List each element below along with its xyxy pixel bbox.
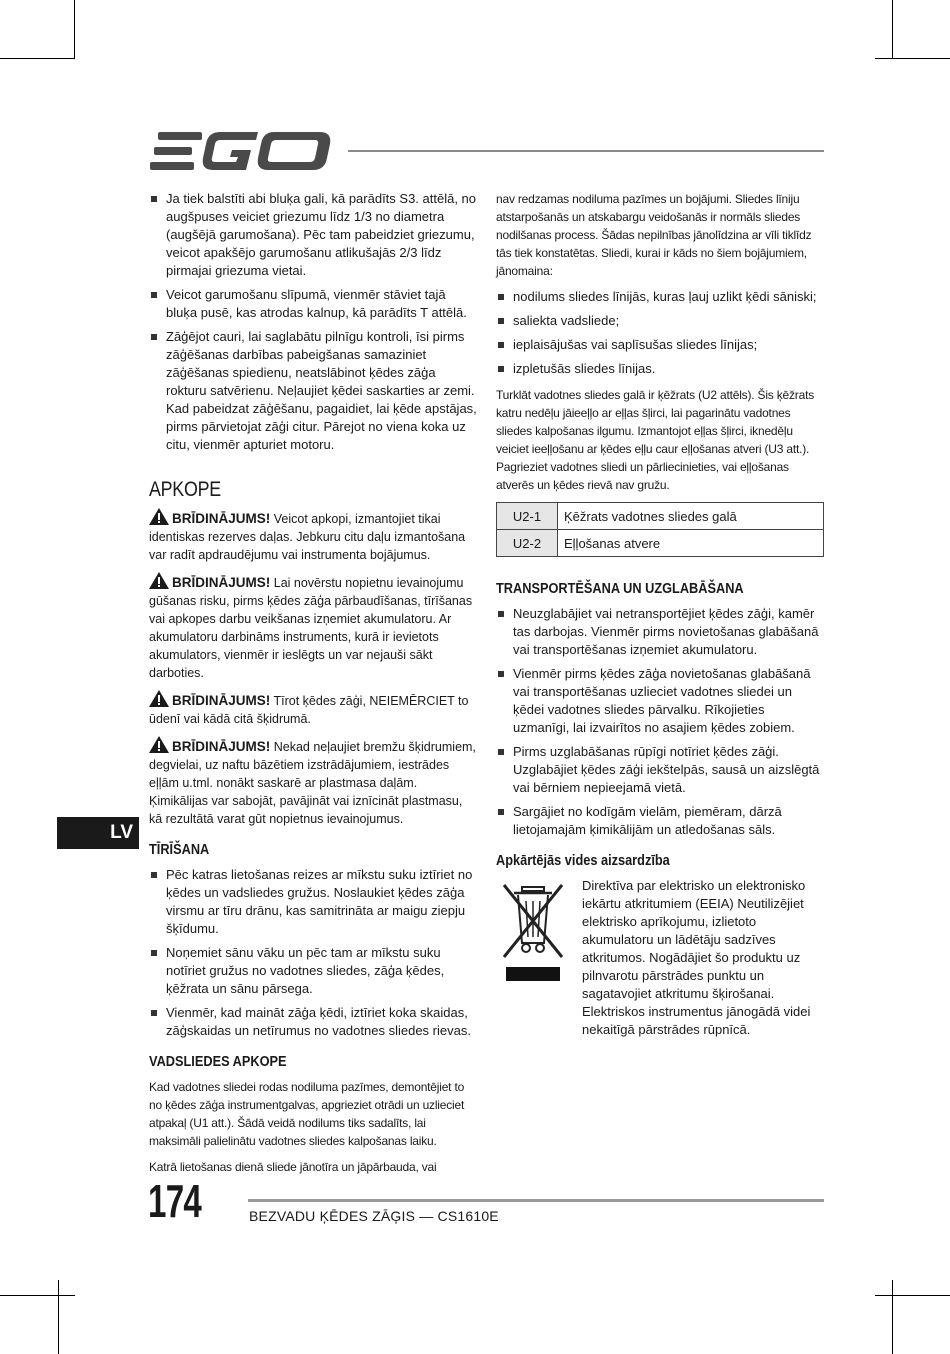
transport-bullet-list [496,605,824,839]
crop-mark [875,58,950,59]
table-cell-code: U2-1 [497,503,558,530]
crop-mark [875,1295,950,1296]
warning-paragraph [149,690,477,728]
crop-mark [58,1280,59,1354]
footer-title: BEZVADU ĶĒDES ZĀĢIS — CS1610E [249,1208,499,1224]
damage-bullet-list [496,288,824,378]
warning-triangle-icon [149,690,169,707]
table-cell-desc: Ķēžrats vadotnes sliedes galā [558,503,824,530]
ego-logo [150,130,332,172]
warning-text: Lai novērstu nopietnu ievainojumu gūšanas risku, pirms ķēdes zāģa pārbaudīšanas, tīrīšanas vai apkopes darbu veikšanas izņemiet akumulatoru. Ar akumulatoru darbināms instruments, kurā ir ievietots akumulators, vienmēr ir ieslēgts un var nejauši sākt darboties. [149,576,473,680]
list-item: Veicot garumošanu slīpumā, vienmēr stāviet tajā bluķa pusē, kas atrodas kalnup, kā parādīts T attēlā. [149,286,477,322]
table-row [497,530,824,557]
crop-mark [0,1295,75,1296]
warning-label: BRĪDINĀJUMS! [172,511,271,526]
left-column [149,190,477,1184]
list-item: Sargājiet no kodīgām vielām, piemēram, dārzā lietojamajām ķimikālijām un atledošanas sāls. [496,803,824,839]
list-item: ieplaisājušas vai saplīsušas sliedes līnijas; [496,336,824,354]
warning-triangle-icon [149,736,169,753]
crop-mark [892,1280,893,1354]
crop-mark [892,0,893,58]
list-item: Vienmēr, kad maināt zāģa ķēdi, iztīriet koka skaidas, zāģskaidas un netīrumus no vadotnes sliedes rievas. [149,1004,477,1040]
header-rule [348,150,824,152]
transport-heading: TRANSPORTĒŠANA UN UZGLABĀŠANA [496,581,744,597]
warning-label: BRĪDINĀJUMS! [172,739,271,754]
table-cell-code: U2-2 [497,530,558,557]
list-item: Ja tiek balstīti abi bluķa gali, kā parādīts S3. attēlā, no augšpuses veiciet griezumu līdz 1/3 no diametra (augšējā garumošana). Pēc tam pabeidziet griezumu, veicot apakšējo garumošanu atlikušajās 2/3 līdz pirmajai griezuma vietai. [149,190,477,280]
table-row [497,503,824,530]
warning-text: Nekad neļaujiet bremžu šķidrumiem, degvielai, uz naftu bāzētiem izstrādājumiem, iestrādes eļļām u.tml. nonākt saskarē ar plastmasa daļām. Ķimikālijas var sabojāt, pavājināt vai iznīcināt plastmasu, kā rezultātā varat gūt nopietnus ievainojumus. [149,740,476,826]
environment-block [496,877,824,1039]
warning-paragraph [149,508,477,564]
guide-paragraph: Katrā lietošanas dienā sliede jānotīra un jāpārbauda, vai [149,1160,437,1174]
warning-paragraph [149,736,477,828]
list-item: saliekta vadsliede; [496,312,824,330]
cleaning-heading: TĪRĪŠANA [149,842,210,858]
table-cell-desc: Eļļošanas atvere [558,530,824,557]
warning-triangle-icon [149,572,169,589]
maintenance-heading: APKOPE [149,478,221,501]
sprocket-paragraph: Turklāt vadotnes sliedes galā ir ķēžrats (U2 attēls). Šis ķēžrats katru nedēļu jāieeļļo ar eļļas šļirci, lai pagarinātu vadotnes sliedes kalpošanas ilgumu. Izmantojot eļļas šļirci, ikneděļu veiciet ieeļļošanu ar ķēdes eļļu caur eļļošanas atveri (U3 att.). Pagrieziet vadotnes sliedi un pārliecinieties, vai eļļošanas atverēs un ķēdes rievā nav gružu. [496,388,815,492]
list-item: izpletušās sliedes līnijas. [496,360,824,378]
right-column [496,190,824,1039]
guide-paragraph: Kad vadotnes sliedei rodas nodiluma pazīmes, demontējiet to no ķēdes zāģa instrumentgalvas, apgrieziet otrādi un uzlieciet atpakaļ (U1 att.). Šādā veidā nodilums tiks sadalīts, lai maksimāli palielinātu vadotnes sliedes kalpošanas laiku. [149,1080,465,1148]
list-item: Pēc katras lietošanas reizes ar mīkstu suku iztīriet no ķēdes un vadsliedes gružus. Noslaukiet ķēdes zāģa virsmu ar tīru drānu, kas samitrināta ar maigu ziepju šķīdumu. [149,866,477,938]
crossed-bin-icon [496,881,570,985]
weee-symbol [496,877,570,1039]
language-tab: LV [57,817,139,849]
warning-label: BRĪDINĀJUMS! [172,575,271,590]
list-item: Zāģējot cauri, lai saglabātu pilnīgu kontroli, īsi pirms zāģēšanas darbības pabeigšanas samaziniet zāģēšanas spiedienu, neatslābinot ķēdes zāģa rokturu satvērienu. Neļaujiet ķēdei saskarties ar zemi. Kad pabeidzat zāģēšanu, pagaidiet, lai ķēde apstājas, pirms pārvietojat zāģi citur. Pārejot no viena koka uz citu, vienmēr apturiet motoru. [149,328,477,454]
environment-text: Direktīva par elektrisko un elektronisko iekārtu atkritumiem (EEIA) Neutilizējiet elektrisko aprīkojumu, izlietoto akumulatoru un lādētāju sadzīves atkritumos. Nogādājiet šo produktu uz pilnvarotu pārstrādes punktu un sagatavojiet atkritumu šķirošanai. Elektriskos instrumentus jānogādā videi nekaitīgā pārstrādes rūpnīcā. [582,878,811,1037]
list-item: Neuzglabājiet vai netransportējiet ķēdes zāģi, kamēr tas darbojas. Vienmēr pirms novietošanas glabāšanā vai transportēšanas izņemiet akumulatoru. [496,605,824,659]
warning-label: BRĪDINĀJUMS! [172,693,271,708]
list-item: nodilums sliedes līnijās, kuras ļauj uzlikt ķēdi sāniski; [496,288,824,306]
warning-triangle-icon [149,508,169,525]
list-item: Vienmēr pirms ķēdes zāģa novietošanas glabāšanā vai transportēšanas uzlieciet vadotnes sliedei un ķēdei vadotnes sliedes pārvalku. Rīkojieties uzmanīgi, lai izvairītos no asajiem ķēdes zobiem. [496,665,824,737]
list-item: Pirms uzglabāšanas rūpīgi notīriet ķēdes zāģi. Uzglabājiet ķēdes zāģi iekštelpās, sausā un aizslēgtā vai bērniem nepieejamā vietā. [496,743,824,797]
crop-mark [0,58,75,59]
crop-mark [74,0,75,58]
page-number: 174 [148,1175,202,1227]
guide-bar-heading: VADSLIEDES APKOPE [149,1054,287,1070]
environment-heading: Apkārtējās vides aizsardzība [496,853,670,869]
cleaning-bullet-list [149,866,477,1040]
footer-rule [248,1199,824,1202]
warning-text: Veicot apkopi, izmantojiet tikai identiskas rezerves daļas. Jebkuru citu daļu izmantošana var radīt apdraudējumu vai instrumenta bojājumus. [149,512,466,562]
reference-table [496,502,824,557]
warning-paragraph [149,572,477,682]
intro-bullet-list [149,190,477,454]
guide-continued-paragraph: nav redzamas nodiluma pazīmes un bojājumi. Sliedes līniju atstarpošanās un atskabargu veidošanās ir normāls sliedes nodilšanas process. Šādas nepilnības jānolīdzina ar vīli tiklīdz tās tiek konstatētas. Sliedi, kurai ir kāds no šiem bojājumiem, jānomaina: [496,192,812,278]
warning-text: Tīrot ķēdes zāģi, NEIEMĒRCIET to ūdenī vai kādā citā šķidrumā. [149,694,469,726]
list-item: Noņemiet sānu vāku un pēc tam ar mīkstu suku notīriet gružus no vadotnes sliedes, zāģa ķēdes, ķēžrata un sānu pārsega. [149,944,477,998]
